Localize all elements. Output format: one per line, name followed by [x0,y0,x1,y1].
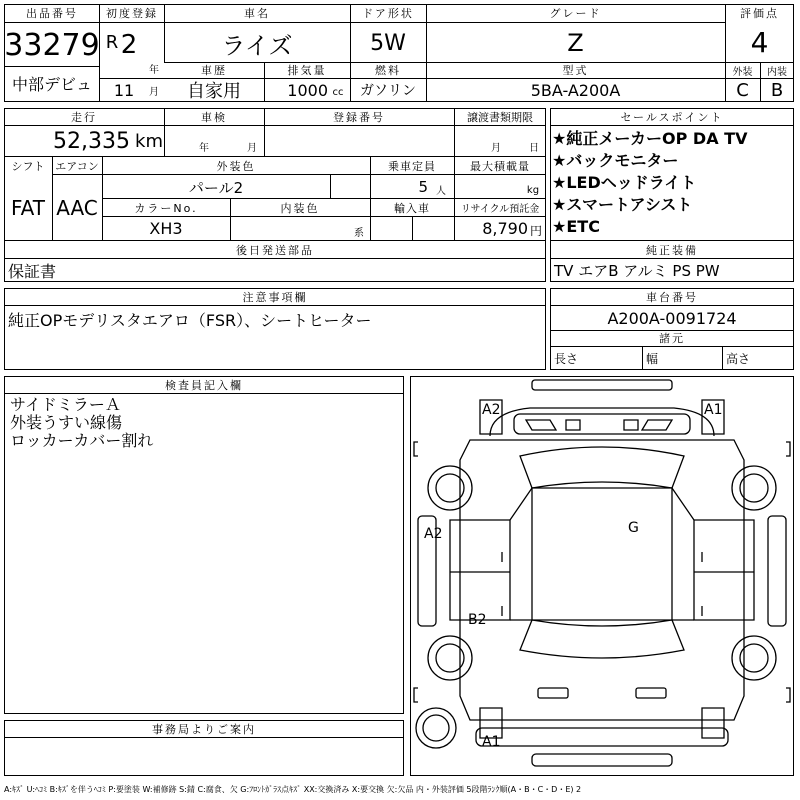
sales-point-item: ★スマートアシスト [552,195,693,214]
shift: FAT [10,196,45,220]
fuel: ガソリン [360,83,416,99]
max-load-unit: kg [526,184,540,196]
registration-month: 11 [113,80,135,100]
capacity: 5 [418,178,428,196]
history: 自家用 [187,81,241,102]
capacity-label: 乗車定員 [388,159,436,173]
displacement-label: 排気量 [287,64,327,77]
month-unit: 月 [149,86,159,98]
later-parts-label: 後日発送部品 [236,243,314,257]
damage-mark-rear: A1 [482,734,501,750]
interior-color-label: 内装色 [280,201,320,215]
color-number: XH3 [149,219,183,238]
recycle-deposit-label: リサイクル預託金 [460,204,540,215]
mileage-label: 走行 [71,110,97,124]
exterior-color: パール2 [188,178,244,197]
inspector-note-line: 外装うすい線傷 [10,413,123,432]
model-code: 5BA-A200A [530,80,621,100]
mileage-unit: km [135,131,163,152]
interior-grade-label: 内装 [767,66,787,78]
sales-points-label: セールスポイント [620,110,724,124]
exterior-color-label: 外装色 [216,159,256,173]
standard-equipment: TV エアB アルミ PS PW [554,261,720,280]
lot-number: 33279 [4,27,100,63]
sales-point-item: ★LEDヘッドライト [552,173,697,192]
door-type: 5W [370,30,406,56]
transfer-month-unit: 月 [491,142,501,154]
notes-text: 純正OPモデリスタエアロ（FSR）、シートヒーター [8,310,372,330]
door-type-label: ドア形状 [362,7,414,20]
inspection-label: 車検 [201,110,227,124]
inspection-month-unit: 月 [247,142,257,154]
capacity-unit: 人 [436,185,446,197]
car-name-label: 車名 [244,7,270,20]
width-label: 幅 [646,351,659,366]
sales-point-item: ★バックモニター [552,151,679,170]
lot-number-label: 出品番号 [26,7,78,20]
damage-mark-roof: G [628,520,639,536]
inspector-note-line: ロッカーカバー割れ [10,431,154,450]
transfer-deadline-label: 譲渡書類期限 [467,110,533,124]
displacement: 1000 [287,80,328,100]
exterior-grade: C [736,79,749,101]
office-info-label: 事務局よりご案内 [152,722,256,736]
displacement-unit: cc [332,86,344,98]
color-number-label: カラーNo. [134,201,198,215]
inspector-note-line: サイドミラーＡ [10,395,121,414]
registration-number-label: 登録番号 [333,110,385,124]
auction-tag: 中部デビュ [11,74,92,94]
notes-label: 注意事項欄 [242,290,308,304]
exterior-grade-label: 外装 [732,66,753,78]
car-diagram [410,376,794,776]
damage-mark-front-right: A1 [704,402,723,418]
interior-color-unit: 系 [354,227,364,239]
height-label: 高さ [726,351,751,366]
max-load-label: 最大積載量 [470,159,530,173]
standard-equipment-label: 純正装備 [646,243,698,257]
inspection-year-unit: 年 [199,142,209,154]
grade: Z [567,29,584,57]
later-parts: 保証書 [8,261,57,281]
sales-point-item: ★純正メーカーOP DA TV [552,129,748,148]
era-mark: R [105,31,119,53]
damage-code-legend: A:ｷｽﾞ U:ﾍｺﾐ B:ｷｽﾞを伴うﾍｺﾐ P:要塗装 W:補修跡 S:錆 C:腐食、欠 G:ﾌﾛﾝﾄｶﾞﾗｽ点ｷｽﾞ XX:交換済み X:要交換 欠:欠品 内・外装評価 5段階ﾗﾝｸ順(A・B・C・D・E) 2 [4,784,582,794]
fuel-label: 燃料 [375,64,401,77]
mileage: 52,335 [53,129,130,154]
grade-label: グレード [549,7,602,20]
sales-points-list [552,128,792,242]
shift-label: シフト [11,159,45,173]
first-registration-label: 初度登録 [106,7,158,20]
transfer-day-unit: 日 [529,142,539,154]
inspector-notes [10,396,400,450]
registration-year: 2 [120,30,138,60]
year-unit: 年 [149,64,159,76]
score: 4 [750,25,769,59]
recycle-deposit: 8,790 [482,219,528,238]
history-label: 車歴 [201,64,227,77]
chassis-number-label: 車台番号 [646,290,698,304]
import-car-label: 輸入車 [394,201,430,215]
damage-mark-rear-quarter: B2 [468,612,487,628]
length-label: 長さ [554,351,579,366]
score-label: 評価点 [740,7,779,20]
aircon-label: エアコン [55,159,99,173]
dimensions-label: 諸元 [659,332,685,345]
car-name: ライズ [221,31,293,60]
recycle-deposit-unit: 円 [529,223,542,238]
aircon: AAC [56,196,98,220]
model-code-label: 型式 [562,64,589,77]
damage-mark-left-side: A2 [424,526,443,542]
inspector-notes-label: 検査員記入欄 [165,378,243,392]
interior-grade: B [770,79,784,101]
damage-mark-front-left: A2 [482,402,501,418]
sales-point-item: ★ETC [552,217,600,236]
chassis-number: A200A-0091724 [607,308,737,328]
